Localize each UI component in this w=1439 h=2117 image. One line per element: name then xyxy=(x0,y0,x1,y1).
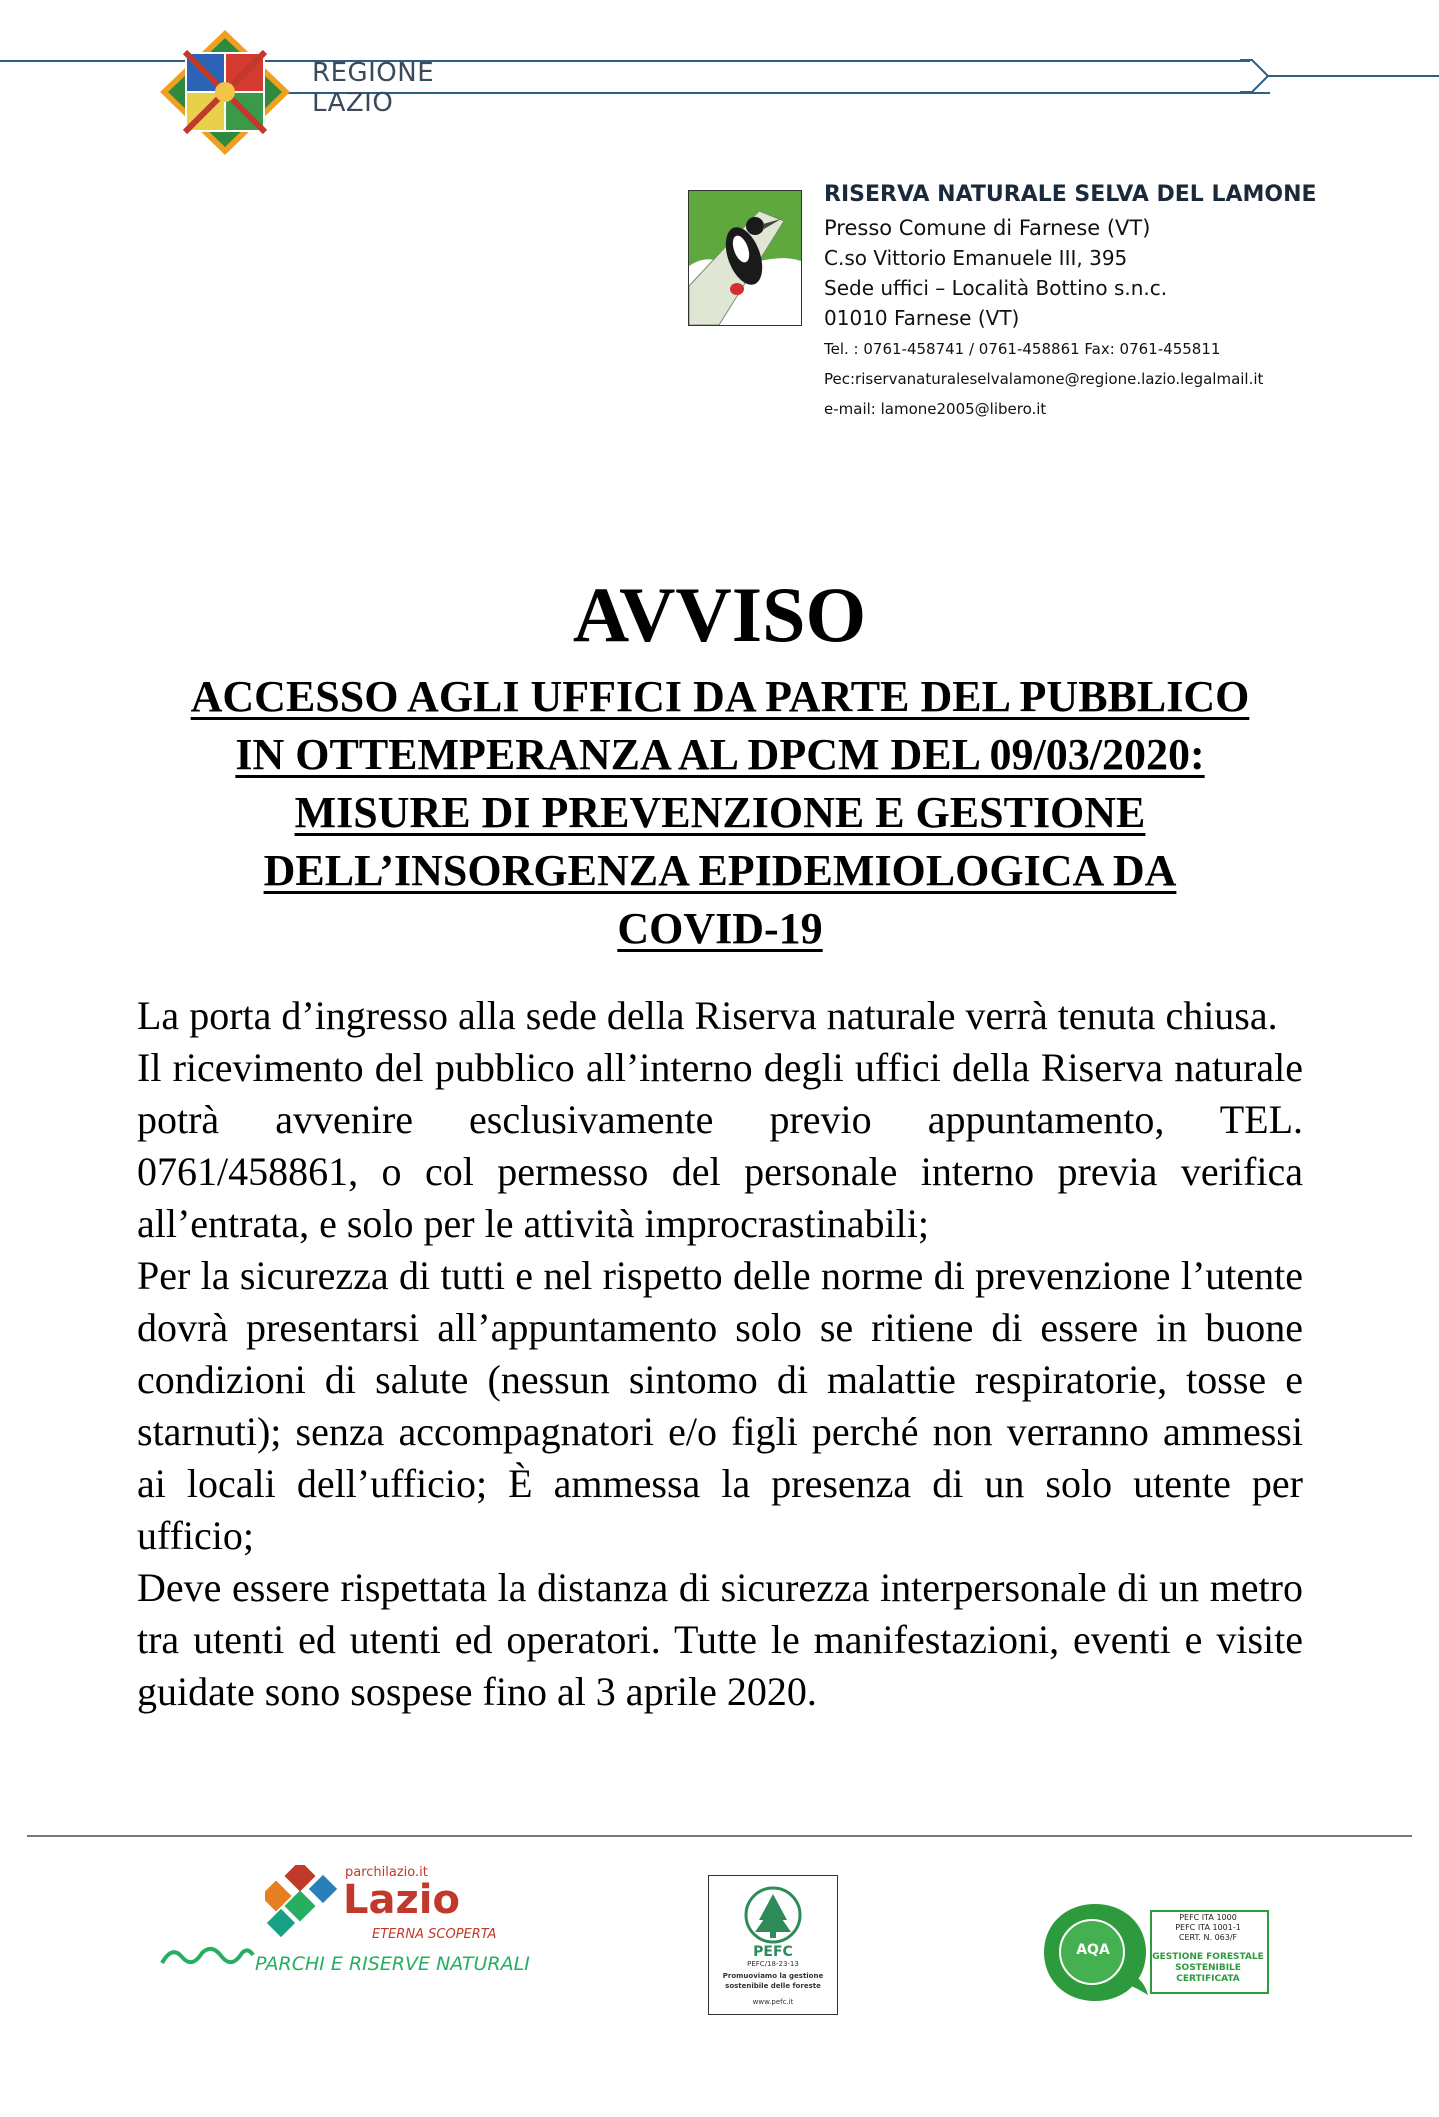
subtitle-line: COVID-19 xyxy=(617,904,823,953)
notice-body xyxy=(137,990,1303,1718)
reserve-phone: Tel. : 0761-458741 / 0761-458861 Fax: 0761-455811 xyxy=(824,340,1221,358)
notice-paragraph: La porta d’ingresso alla sede della Riserva naturale verrà tenuta chiusa. xyxy=(137,993,1278,1038)
aqa-certification-logo xyxy=(1040,1900,1265,2005)
regione-lazio-emblem-icon xyxy=(160,30,290,155)
footer-rule xyxy=(27,1835,1412,1837)
pefc-logo xyxy=(708,1875,838,2015)
parchi-wave-icon xyxy=(160,1943,255,1971)
reserve-address-line: Presso Comune di Farnese (VT) xyxy=(824,216,1151,240)
aqa-label-line: CERTIFICATA xyxy=(1176,1974,1240,1984)
pefc-id: PEFC/18-23-13 xyxy=(747,1960,799,1968)
reserve-address-line: 01010 Farnese (VT) xyxy=(824,306,1020,330)
subtitle-line: IN OTTEMPERANZA AL DPCM DEL 09/03/2020: xyxy=(235,730,1205,779)
reserve-name: RISERVA NATURALE SELVA DEL LAMONE xyxy=(824,182,1317,207)
subtitle-line: MISURE DI PREVENZIONE E GESTIONE xyxy=(294,788,1146,837)
subtitle-line: ACCESSO AGLI UFFICI DA PARTE DEL PUBBLICO xyxy=(190,672,1250,721)
reserve-address-line: C.so Vittorio Emanuele III, 395 xyxy=(824,246,1128,270)
pefc-tree-icon xyxy=(743,1886,803,1944)
notice-subtitle xyxy=(120,668,1320,958)
reserve-pec: Pec:riservanaturaleselvalamone@regione.lazio.legalmail.it xyxy=(824,370,1264,388)
reserve-email: e-mail: lamone2005@libero.it xyxy=(824,400,1047,418)
notice-paragraph: Per la sicurezza di tutti e nel rispetto delle norme di prevenzione l’utente dovrà presentarsi all’appuntamento solo se ritiene di essere in buone condizioni di salute (nessun sintomo di malattie respiratorie, tosse e starnuti); senza accompagnatori e/o figli perché non verranno ammessi ai locali dell’ufficio; È ammessa la presenza di un solo utente per ufficio; xyxy=(137,1253,1303,1558)
header-rule-chevron xyxy=(1240,58,1439,96)
parchi-lazio-logo xyxy=(160,1865,530,1995)
pefc-text: Promuoviamo la gestione xyxy=(722,1972,824,1980)
aqa-label-line: GESTIONE FORESTALE xyxy=(1152,1952,1264,1962)
region-name-line2: LAZIO xyxy=(312,88,394,118)
notice-paragraph: Deve essere rispettata la distanza di sicurezza interpersonale di un metro tra utenti ed utenti ed operatori. Tutte le manifestazioni, eventi e visite guidate sono sospese fino al 3 aprile 2020. xyxy=(137,1565,1303,1714)
notice-title: AVVISO xyxy=(572,571,867,658)
region-name-line1: REGIONE xyxy=(312,58,435,88)
aqa-cert-line: PEFC ITA 1001-1 xyxy=(1175,1923,1241,1932)
parchi-caption: PARCHI E RISERVE NATURALI xyxy=(255,1953,530,1975)
parchi-tagline: ETERNA SCOPERTA xyxy=(372,1927,497,1942)
aqa-seal-text: AQA xyxy=(1076,1942,1110,1958)
woodpecker-logo-icon xyxy=(688,190,802,326)
pefc-code: PEFC xyxy=(753,1944,793,1960)
pefc-site: www.pefc.it xyxy=(752,1998,794,2006)
pefc-text: sostenibile delle foreste xyxy=(725,1982,821,1990)
aqa-cert-line: PEFC ITA 1000 xyxy=(1179,1913,1237,1922)
notice-paragraph: Il ricevimento del pubblico all’interno degli uffici della Riserva naturale potrà avvenire esclusivamente previo appuntamento, TEL. 0761/458861, o col permesso del personale interno previa verifica all’entrata, e solo per le attività improcrastinabili; xyxy=(137,1045,1303,1246)
parchi-lazio-mosaic-icon xyxy=(265,1865,340,1940)
subtitle-line: DELL’INSORGENZA EPIDEMIOLOGICA DA xyxy=(263,846,1177,895)
parchi-brand: Lazio xyxy=(343,1877,460,1923)
parchi-site: parchilazio.it xyxy=(345,1865,428,1880)
header-rule-bottom xyxy=(270,92,1270,94)
reserve-address-line: Sede uffici – Località Bottino s.n.c. xyxy=(824,276,1168,300)
aqa-label-line: SOSTENIBILE xyxy=(1175,1963,1241,1973)
aqa-cert-line: CERT. N. 063/F xyxy=(1178,1933,1238,1942)
